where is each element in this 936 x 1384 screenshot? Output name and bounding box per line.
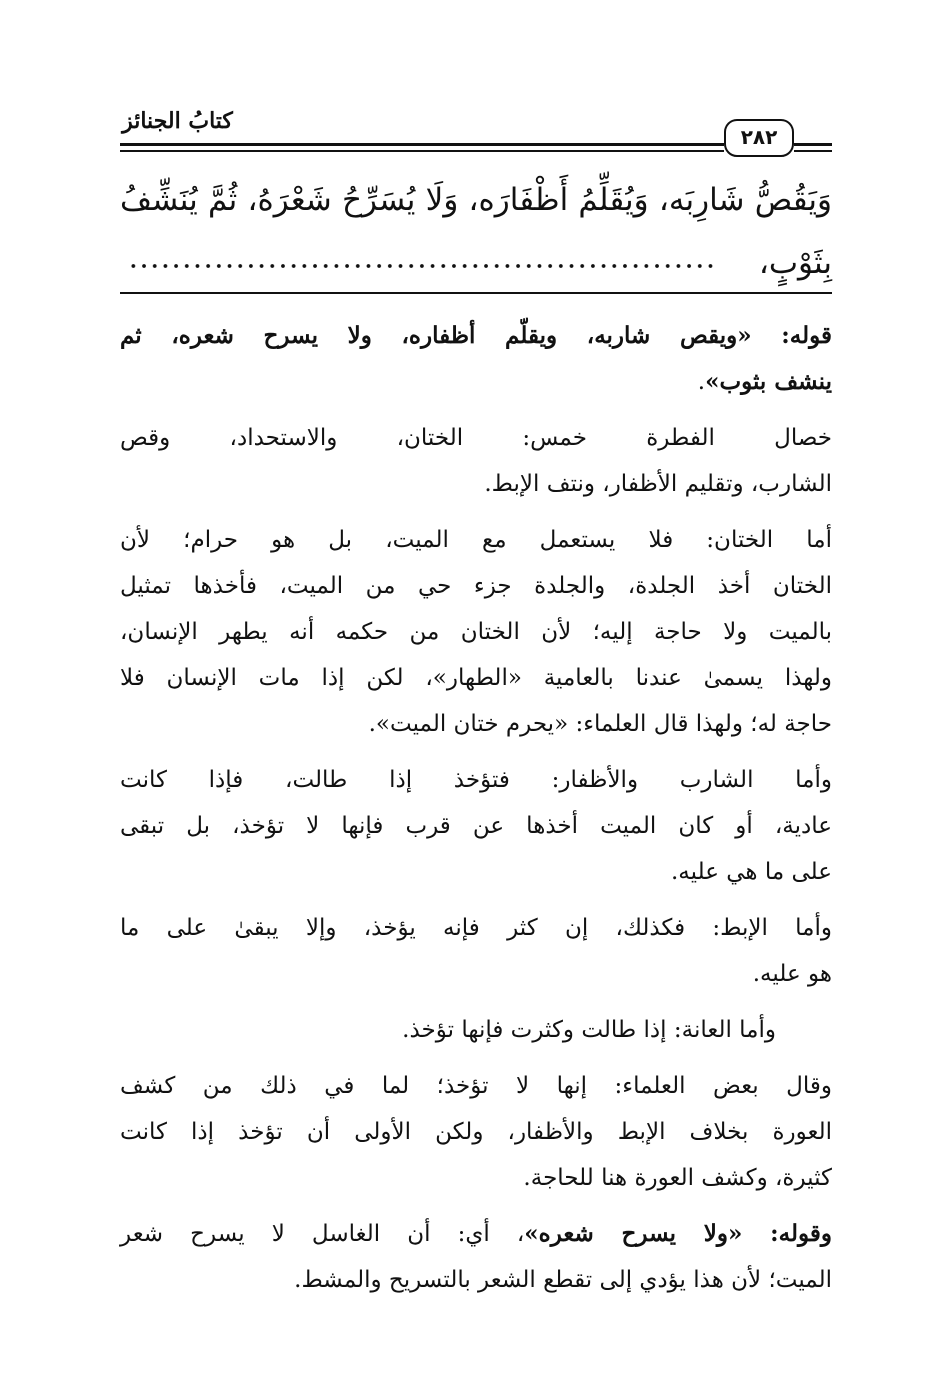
quoted-matn: وقوله: «ولا يسرح شعره» — [524, 1220, 832, 1247]
matn-line-1: وَيَقُصُّ شَارِبَه، وَيُقَلِّمُ أَظْفَارَه، وَلَا يُسَرِّحُ شَعْرَهُ، ثُمَّ يُنَشِّفُ — [120, 182, 832, 218]
commentary-line: الختان أخذ الجلدة، والجلدة جزء حي من الميت، فأخذها تمثيل — [120, 573, 832, 599]
commentary-line: حاجة له؛ ولهذا قال العلماء: «يحرم ختان الميت». — [368, 711, 832, 737]
commentary-line: على ما هي عليه. — [671, 859, 832, 885]
commentary-line: خصال الفطرة خمس: الختان، والاستحداد، وقص — [120, 425, 832, 451]
commentary-line: وقال بعض العلماء: إنها لا تؤخذ؛ لما في ذلك من كشف — [120, 1073, 832, 1099]
commentary-line — [120, 362, 832, 402]
matn-separator-rule — [120, 292, 832, 294]
quoted-matn: ينشف بثوب» — [705, 368, 832, 395]
commentary-line: الميت؛ لأن هذا يؤدي إلى تقطع الشعر بالتسريح والمشط. — [294, 1267, 832, 1293]
running-header-title: كتابُ الجنائز — [122, 108, 233, 134]
commentary-line: وأما الشارب والأظفار: فتؤخذ إذا طالت، فإذا كانت — [120, 767, 832, 793]
commentary-text: . — [697, 369, 706, 395]
page-number: ٢٨٢ — [724, 119, 794, 157]
commentary-line: ولهذا يسمىٰ عندنا بالعامية «الطهار»، لكن إذا مات الإنسان فلا — [120, 665, 832, 691]
commentary-line — [120, 1214, 832, 1254]
commentary-line: بالميت ولا حاجة إليه؛ لأن الختان من حكمه أنه يطهر الإنسان، — [120, 619, 832, 645]
commentary-line: الشارب، وتقليم الأظفار، ونتف الإبط. — [484, 471, 832, 497]
commentary-line: وأما الإبط: فكذلك، إن كثر فإنه يؤخذ، وإلا يبقىٰ على ما — [120, 915, 832, 941]
commentary-line — [120, 316, 832, 356]
commentary-line: كثيرة، وكشف العورة هنا للحاجة. — [523, 1165, 832, 1191]
matn-dotted-leader — [128, 262, 718, 270]
commentary-line: العورة بخلاف الإبط والأظفار، ولكن الأولى أن تؤخذ إذا كانت — [120, 1119, 832, 1145]
commentary-line: وأما العانة: إذا طالت وكثرت فإنها تؤخذ. — [402, 1017, 776, 1043]
commentary-line: أما الختان: فلا يستعمل مع الميت، بل هو حرام؛ لأن — [120, 527, 832, 553]
matn-line-2: بِثَوْبٍ، — [758, 245, 832, 281]
commentary-line: هو عليه. — [752, 961, 832, 987]
commentary-text: ، أي: أن الغاسل لا يسرح شعر — [120, 1221, 525, 1247]
commentary-line: عادية، أو كان الميت أخذها عن قرب فإنها لا تؤخذ، بل تبقى — [120, 813, 832, 839]
quoted-matn: قوله: «ويقص شاربه، ويقلّم أظفاره، ولا يسرح شعره، ثم — [120, 322, 832, 349]
header-rule-top-left — [120, 143, 724, 146]
header-rule-top-right — [794, 143, 832, 146]
header-rule-bottom-left — [120, 150, 724, 152]
header-rule-bottom-right — [794, 150, 832, 152]
